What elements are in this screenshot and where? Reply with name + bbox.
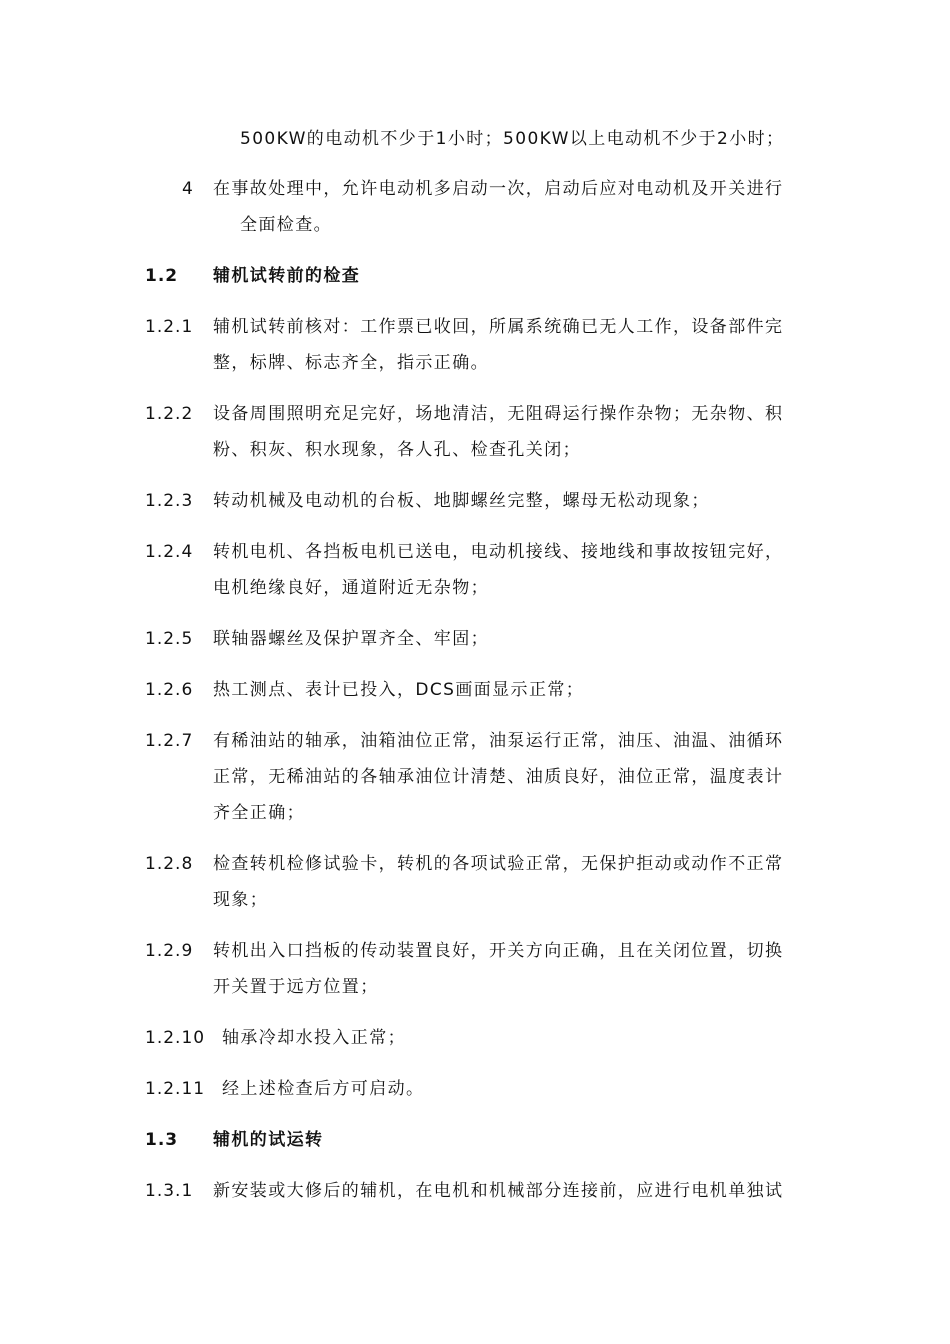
section-number: 1.2 bbox=[145, 266, 179, 286]
section-title: 辅机试转前的检查 bbox=[213, 266, 361, 286]
item-text: 设备周围照明充足完好，场地清洁，无阻碍运行操作杂物；无杂物、积 bbox=[213, 404, 784, 424]
item-number: 1.2.10 bbox=[145, 1028, 206, 1048]
item-text: 粉、积灰、积水现象，各人孔、检查孔关闭； bbox=[213, 440, 581, 460]
item-text: 现象； bbox=[213, 890, 269, 910]
item-text: 有稀油站的轴承，油箱油位正常，油泵运行正常，油压、油温、油循环 bbox=[213, 731, 784, 751]
item-text: 整，标牌、标志齐全，指示正确。 bbox=[213, 353, 489, 373]
item-number: 1.2.7 bbox=[145, 731, 194, 751]
item-text: 热工测点、表计已投入，DCS画面显示正常； bbox=[213, 680, 585, 700]
item-number: 1.2.11 bbox=[145, 1079, 206, 1099]
item-text: 在事故处理中，允许电动机多启动一次，启动后应对电动机及开关进行 bbox=[213, 179, 784, 199]
item-text: 辅机试转前核对：工作票已收回，所属系统确已无人工作，设备部件完 bbox=[213, 317, 784, 337]
item-text: 经上述检查后方可启动。 bbox=[222, 1079, 425, 1099]
item-number: 1.2.6 bbox=[145, 680, 194, 700]
item-number: 1.2.8 bbox=[145, 854, 194, 874]
item-number: 1.2.1 bbox=[145, 317, 194, 337]
item-text: 新安装或大修后的辅机，在电机和机械部分连接前，应进行电机单独试 bbox=[213, 1181, 784, 1201]
item-text: 转机出入口挡板的传动装置良好，开关方向正确，且在关闭位置，切换 bbox=[213, 941, 784, 961]
item-text: 轴承冷却水投入正常； bbox=[222, 1028, 406, 1048]
section-number: 1.3 bbox=[145, 1130, 179, 1150]
continuation-line: 500KW的电动机不少于1小时；500KW以上电动机不少于2小时； bbox=[240, 129, 785, 149]
item-number: 1.3.1 bbox=[145, 1181, 194, 1201]
item-number: 1.2.4 bbox=[145, 542, 194, 562]
item-number: 1.2.3 bbox=[145, 491, 194, 511]
section-title: 辅机的试运转 bbox=[213, 1130, 324, 1150]
item-text: 联轴器螺丝及保护罩齐全、牢固； bbox=[213, 629, 489, 649]
item-number: 1.2.5 bbox=[145, 629, 194, 649]
item-text: 齐全正确； bbox=[213, 803, 305, 823]
item-number: 1.2.9 bbox=[145, 941, 194, 961]
item-text: 开关置于远方位置； bbox=[213, 977, 379, 997]
item-text: 转机电机、各挡板电机已送电，电动机接线、接地线和事故按钮完好， bbox=[213, 542, 784, 562]
item-text: 检查转机检修试验卡，转机的各项试验正常，无保护拒动或动作不正常 bbox=[213, 854, 784, 874]
item-text: 电机绝缘良好，通道附近无杂物； bbox=[213, 578, 489, 598]
item-text: 全面检查。 bbox=[240, 215, 332, 235]
item-text: 转动机械及电动机的台板、地脚螺丝完整，螺母无松动现象； bbox=[213, 491, 710, 511]
item-number: 1.2.2 bbox=[145, 404, 194, 424]
item-number: 4 bbox=[182, 179, 194, 199]
item-text: 正常，无稀油站的各轴承油位计清楚、油质良好，油位正常，温度表计 bbox=[213, 767, 784, 787]
